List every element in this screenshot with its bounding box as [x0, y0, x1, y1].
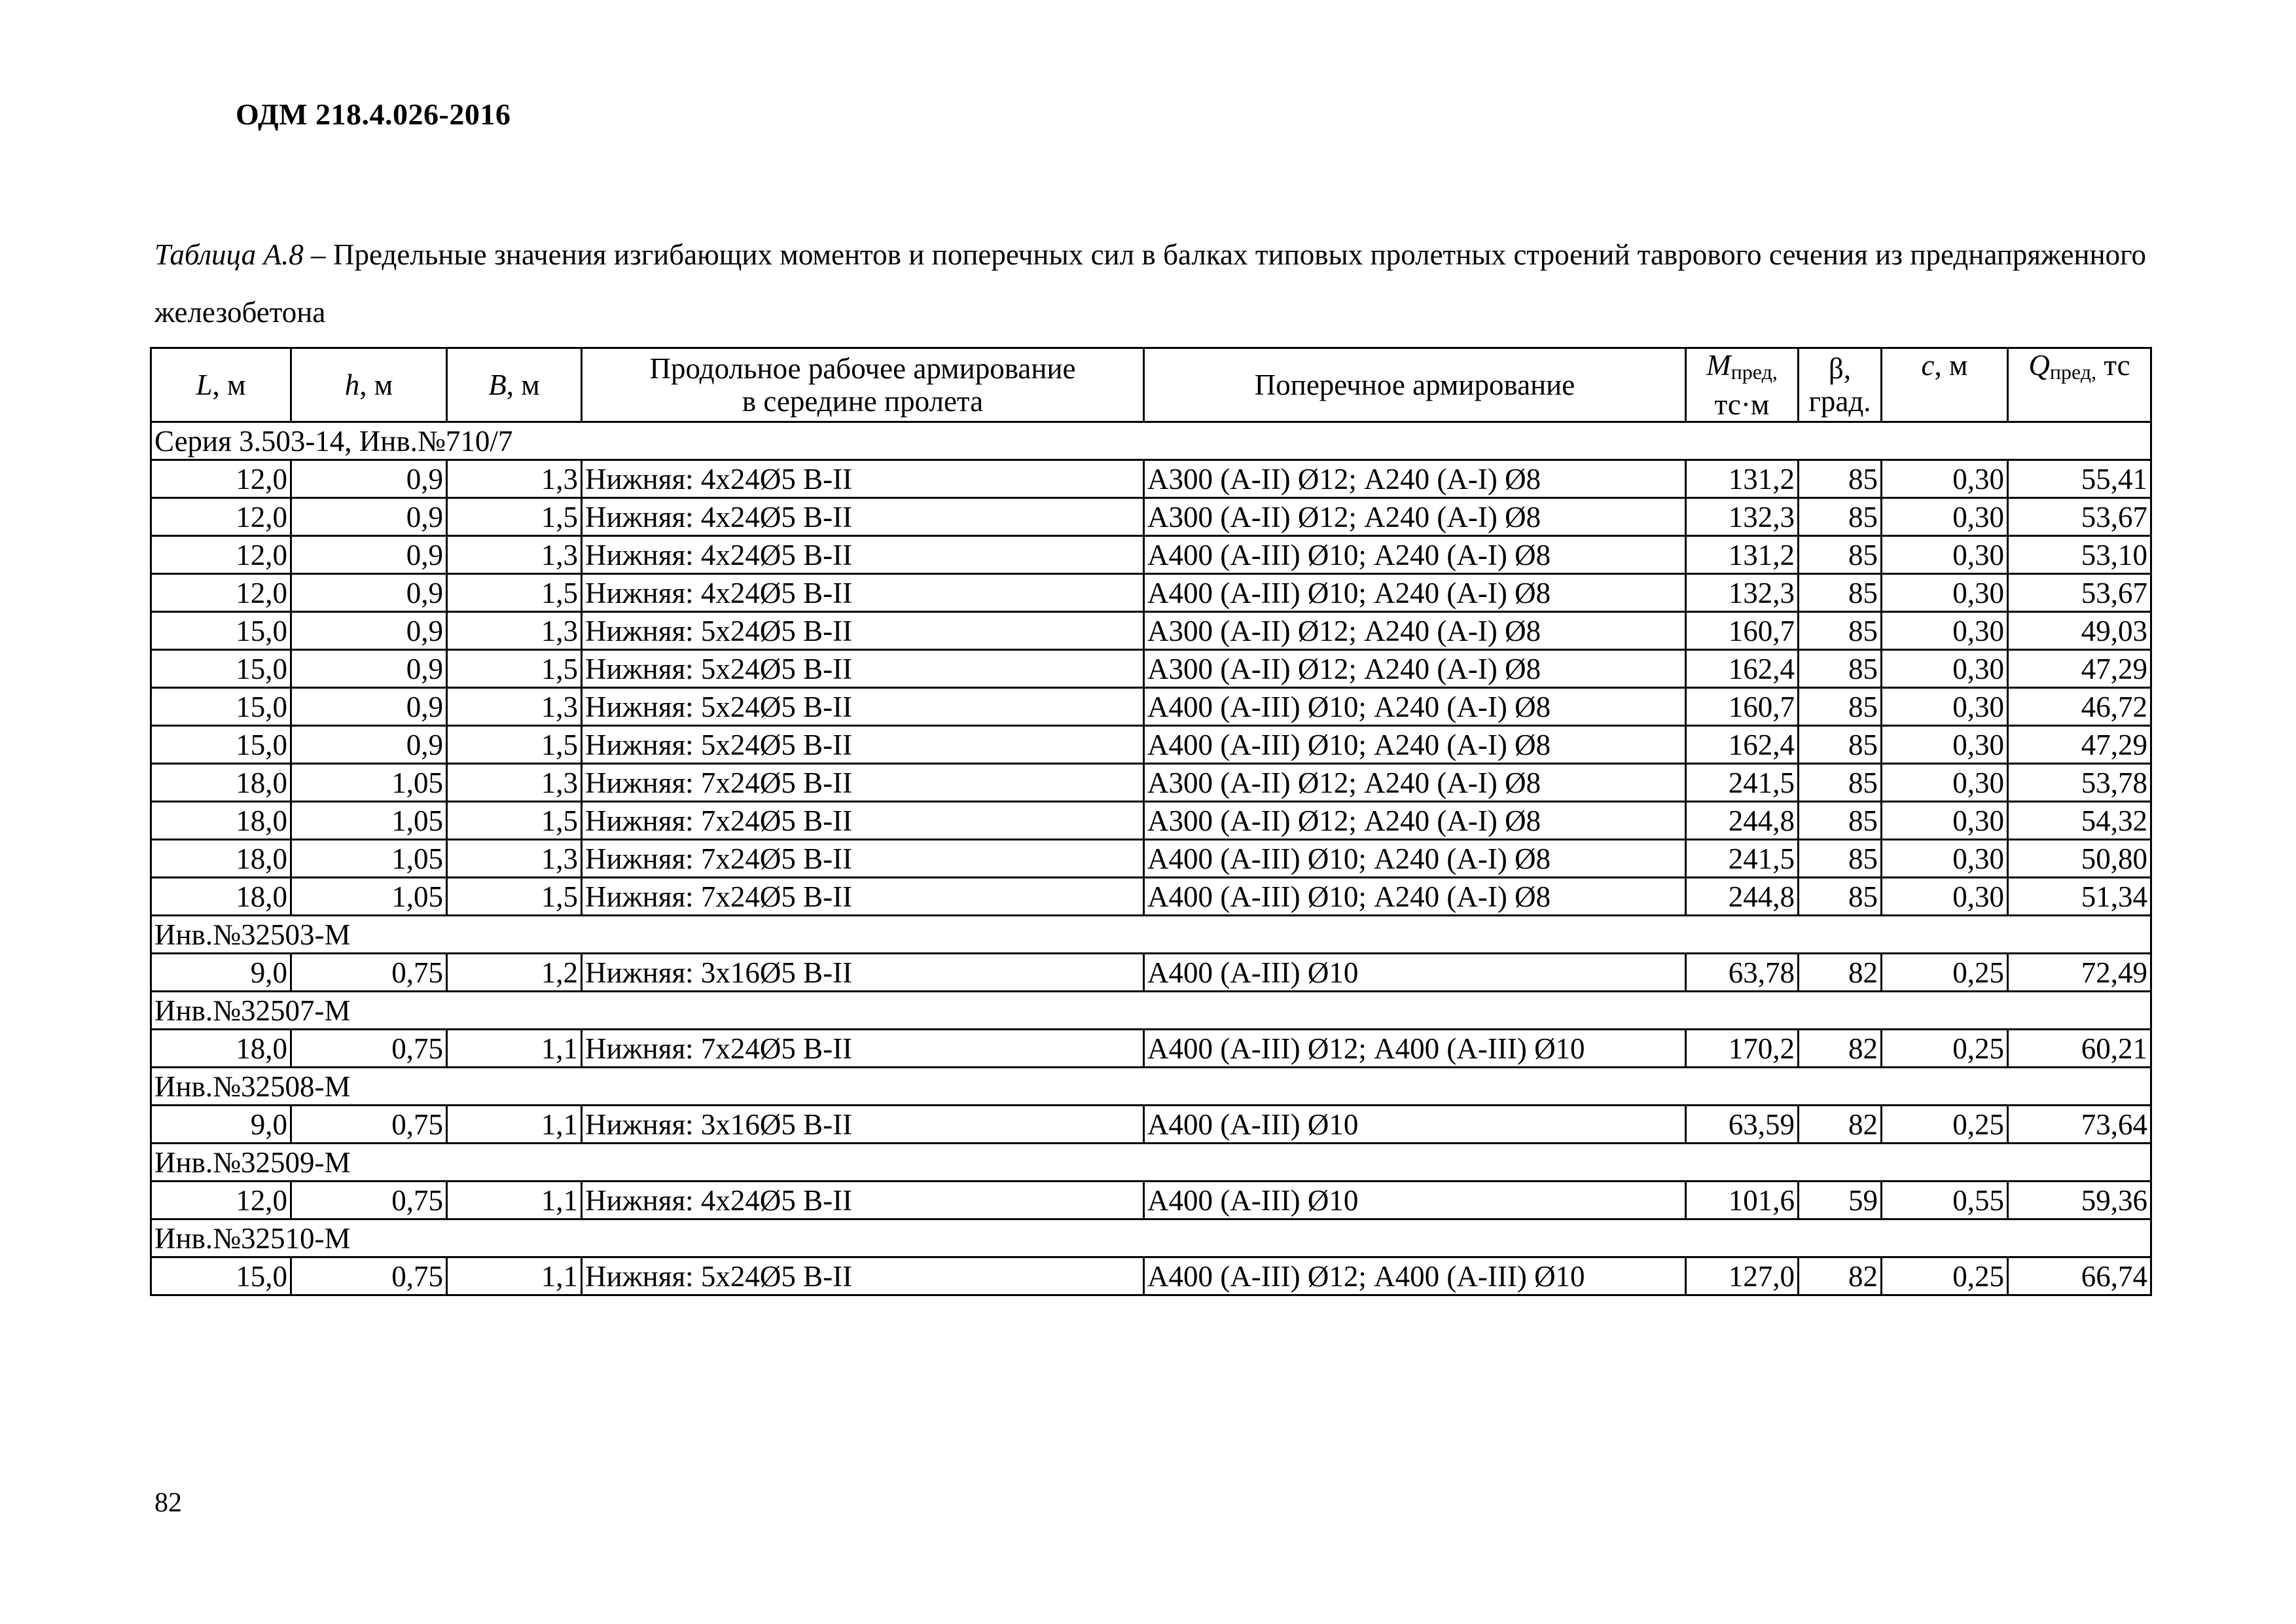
- span-length-cell: 15,0: [151, 612, 291, 650]
- document-code: ОДМ 218.4.026-2016: [236, 98, 511, 131]
- beta-angle-cell: 85: [1799, 840, 1882, 878]
- limit-moment-cell: 132,3: [1686, 574, 1799, 612]
- group-header-row: [151, 1068, 2151, 1106]
- limit-shear-cell: 55,41: [2008, 460, 2151, 498]
- transverse-reinforcement-cell: А400 (А-III) Ø10; А240 (А-I) Ø8: [1144, 726, 1686, 764]
- longitudinal-reinforcement-cell: Нижняя: 4х24Ø5 В-II: [582, 574, 1144, 612]
- span-length-cell: 15,0: [151, 650, 291, 688]
- limit-moment-cell: 244,8: [1686, 878, 1799, 916]
- table-caption-text: – Предельные значения изгибающих моментов и поперечных сил в балках типовых пролетных строений таврового сечения из преднапряженного железобетона: [154, 238, 2147, 329]
- beam-height-cell: 0,75: [291, 1106, 447, 1144]
- limit-moment-cell: 160,7: [1686, 612, 1799, 650]
- beam-height-cell: 0,9: [291, 536, 447, 574]
- longitudinal-reinforcement-cell: Нижняя: 4х24Ø5 В-II: [582, 1182, 1144, 1219]
- beam-width-cell: 1,5: [447, 574, 582, 612]
- limit-shear-cell: 51,34: [2008, 878, 2151, 916]
- limit-shear-cell: 46,72: [2008, 688, 2151, 726]
- beta-angle-cell: 59: [1799, 1182, 1882, 1219]
- column-header-span-length: L, м: [151, 348, 291, 422]
- longitudinal-reinforcement-cell: Нижняя: 5х24Ø5 В-II: [582, 688, 1144, 726]
- table-row: [151, 574, 2151, 612]
- table-row: [151, 1257, 2151, 1295]
- beam-height-cell: 1,05: [291, 840, 447, 878]
- span-length-cell: 18,0: [151, 1030, 291, 1068]
- beta-angle-cell: 85: [1799, 764, 1882, 802]
- beam-height-cell: 0,75: [291, 1257, 447, 1295]
- limit-moment-cell: 162,4: [1686, 726, 1799, 764]
- beam-height-cell: 0,75: [291, 1182, 447, 1219]
- span-length-cell: 12,0: [151, 460, 291, 498]
- beam-width-cell: 1,1: [447, 1106, 582, 1144]
- beta-angle-cell: 82: [1799, 954, 1882, 992]
- longitudinal-reinforcement-cell: Нижняя: 5х24Ø5 В-II: [582, 612, 1144, 650]
- limit-shear-cell: 60,21: [2008, 1030, 2151, 1068]
- longitudinal-reinforcement-cell: Нижняя: 4х24Ø5 В-II: [582, 498, 1144, 536]
- table-header-row: [151, 348, 2151, 422]
- beam-width-cell: 1,3: [447, 536, 582, 574]
- beam-height-cell: 0,9: [291, 650, 447, 688]
- beam-width-cell: 1,5: [447, 498, 582, 536]
- span-length-cell: 12,0: [151, 498, 291, 536]
- limit-shear-cell: 53,10: [2008, 536, 2151, 574]
- limit-moment-cell: 241,5: [1686, 764, 1799, 802]
- column-header-limit-shear: $Q_{пред,}$ тс: [2008, 348, 2151, 422]
- beam-width-cell: 1,5: [447, 878, 582, 916]
- table-row: [151, 726, 2151, 764]
- limit-shear-cell: 73,64: [2008, 1106, 2151, 1144]
- column-header-beam-width: B, м: [447, 348, 582, 422]
- group-title: Инв.№32503-М: [151, 916, 2151, 954]
- longitudinal-reinforcement-cell: Нижняя: 3х16Ø5 В-II: [582, 954, 1144, 992]
- beam-height-cell: 0,9: [291, 574, 447, 612]
- longitudinal-reinforcement-cell: Нижняя: 4х24Ø5 В-II: [582, 460, 1144, 498]
- table-row: [151, 954, 2151, 992]
- longitudinal-reinforcement-cell: Нижняя: 4х24Ø5 В-II: [582, 536, 1144, 574]
- span-length-cell: 18,0: [151, 878, 291, 916]
- group-title: Инв.№32508-М: [151, 1068, 2151, 1106]
- span-length-cell: 15,0: [151, 726, 291, 764]
- limit-shear-cell: 54,32: [2008, 802, 2151, 840]
- limit-shear-cell: 66,74: [2008, 1257, 2151, 1295]
- beam-height-cell: 0,9: [291, 612, 447, 650]
- span-length-cell: 12,0: [151, 574, 291, 612]
- beta-angle-cell: 85: [1799, 498, 1882, 536]
- beam-height-cell: 0,9: [291, 460, 447, 498]
- longitudinal-reinforcement-cell: Нижняя: 7х24Ø5 В-II: [582, 878, 1144, 916]
- beam-width-cell: 1,1: [447, 1030, 582, 1068]
- group-title: Инв.№32510-М: [151, 1219, 2151, 1257]
- transverse-reinforcement-cell: А400 (А-III) Ø10: [1144, 954, 1686, 992]
- span-length-cell: 18,0: [151, 802, 291, 840]
- group-title: Инв.№32507-М: [151, 992, 2151, 1030]
- span-length-cell: 9,0: [151, 1106, 291, 1144]
- column-header-longitudinal-reinforcement: Продольное рабочее армирование в середине пролета: [582, 348, 1144, 422]
- beta-angle-cell: 85: [1799, 802, 1882, 840]
- c-distance-cell: 0,30: [1882, 498, 2008, 536]
- beam-width-cell: 1,5: [447, 802, 582, 840]
- beta-angle-cell: 85: [1799, 612, 1882, 650]
- limit-moment-cell: 160,7: [1686, 688, 1799, 726]
- transverse-reinforcement-cell: А300 (А-II) Ø12; А240 (А-I) Ø8: [1144, 802, 1686, 840]
- transverse-reinforcement-cell: А300 (А-II) Ø12; А240 (А-I) Ø8: [1144, 498, 1686, 536]
- transverse-reinforcement-cell: А400 (А-III) Ø12; А400 (А-III) Ø10: [1144, 1257, 1686, 1295]
- beta-angle-cell: 82: [1799, 1257, 1882, 1295]
- limit-moment-cell: 127,0: [1686, 1257, 1799, 1295]
- transverse-reinforcement-cell: А300 (А-II) Ø12; А240 (А-I) Ø8: [1144, 612, 1686, 650]
- beam-height-cell: 0,9: [291, 726, 447, 764]
- beam-width-cell: 1,1: [447, 1182, 582, 1219]
- beam-width-cell: 1,3: [447, 840, 582, 878]
- span-length-cell: 15,0: [151, 1257, 291, 1295]
- limit-shear-cell: 47,29: [2008, 726, 2151, 764]
- limit-moment-cell: 131,2: [1686, 536, 1799, 574]
- table-row: [151, 650, 2151, 688]
- transverse-reinforcement-cell: А400 (А-III) Ø10: [1144, 1106, 1686, 1144]
- beam-width-cell: 1,3: [447, 612, 582, 650]
- longitudinal-reinforcement-cell: Нижняя: 5х24Ø5 В-II: [582, 1257, 1144, 1295]
- column-header-c-distance: c, м: [1882, 348, 2008, 422]
- table-row: [151, 764, 2151, 802]
- c-distance-cell: 0,30: [1882, 688, 2008, 726]
- limit-moment-cell: 131,2: [1686, 460, 1799, 498]
- longitudinal-reinforcement-cell: Нижняя: 5х24Ø5 В-II: [582, 726, 1144, 764]
- table-row: [151, 1106, 2151, 1144]
- c-distance-cell: 0,25: [1882, 1030, 2008, 1068]
- limit-moment-cell: 170,2: [1686, 1030, 1799, 1068]
- beta-angle-cell: 85: [1799, 878, 1882, 916]
- group-title: Серия 3.503-14, Инв.№710/7: [151, 422, 2151, 460]
- beam-width-cell: 1,3: [447, 688, 582, 726]
- limit-shear-cell: 53,78: [2008, 764, 2151, 802]
- beam-height-cell: 1,05: [291, 764, 447, 802]
- span-length-cell: 18,0: [151, 764, 291, 802]
- transverse-reinforcement-cell: А400 (А-III) Ø10; А240 (А-I) Ø8: [1144, 574, 1686, 612]
- transverse-reinforcement-cell: А400 (А-III) Ø10; А240 (А-I) Ø8: [1144, 878, 1686, 916]
- longitudinal-reinforcement-cell: Нижняя: 3х16Ø5 В-II: [582, 1106, 1144, 1144]
- longitudinal-reinforcement-cell: Нижняя: 7х24Ø5 В-II: [582, 802, 1144, 840]
- limit-shear-cell: 53,67: [2008, 498, 2151, 536]
- column-header-limit-moment: $M_{пред,}$ тс·м: [1686, 348, 1799, 422]
- c-distance-cell: 0,25: [1882, 954, 2008, 992]
- transverse-reinforcement-cell: А300 (А-II) Ø12; А240 (А-I) Ø8: [1144, 764, 1686, 802]
- c-distance-cell: 0,30: [1882, 612, 2008, 650]
- table-row: [151, 840, 2151, 878]
- beta-angle-cell: 85: [1799, 688, 1882, 726]
- transverse-reinforcement-cell: А400 (А-III) Ø10: [1144, 1182, 1686, 1219]
- limit-moment-cell: 241,5: [1686, 840, 1799, 878]
- beam-height-cell: 0,9: [291, 498, 447, 536]
- table-caption: [154, 226, 2146, 341]
- table-row: [151, 460, 2151, 498]
- beam-width-cell: 1,3: [447, 460, 582, 498]
- longitudinal-reinforcement-cell: Нижняя: 7х24Ø5 В-II: [582, 840, 1144, 878]
- longitudinal-reinforcement-cell: Нижняя: 7х24Ø5 В-II: [582, 1030, 1144, 1068]
- table-row: [151, 1182, 2151, 1219]
- beta-angle-cell: 82: [1799, 1106, 1882, 1144]
- c-distance-cell: 0,30: [1882, 878, 2008, 916]
- column-header-transverse-reinforcement: Поперечное армирование: [1144, 348, 1686, 422]
- column-header-beta-angle: β, град.: [1799, 348, 1882, 422]
- beta-angle-cell: 85: [1799, 536, 1882, 574]
- group-title: Инв.№32509-М: [151, 1144, 2151, 1182]
- group-header-row: [151, 916, 2151, 954]
- span-length-cell: 15,0: [151, 688, 291, 726]
- beam-height-cell: 0,9: [291, 688, 447, 726]
- table-row: [151, 536, 2151, 574]
- c-distance-cell: 0,30: [1882, 764, 2008, 802]
- c-distance-cell: 0,30: [1882, 650, 2008, 688]
- c-distance-cell: 0,55: [1882, 1182, 2008, 1219]
- c-distance-cell: 0,30: [1882, 574, 2008, 612]
- beam-height-cell: 0,75: [291, 954, 447, 992]
- c-distance-cell: 0,30: [1882, 536, 2008, 574]
- beam-width-cell: 1,1: [447, 1257, 582, 1295]
- transverse-reinforcement-cell: А300 (А-II) Ø12; А240 (А-I) Ø8: [1144, 460, 1686, 498]
- group-header-row: [151, 992, 2151, 1030]
- group-header-row: [151, 422, 2151, 460]
- transverse-reinforcement-cell: А400 (А-III) Ø10; А240 (А-I) Ø8: [1144, 688, 1686, 726]
- beam-width-cell: 1,5: [447, 650, 582, 688]
- limit-shear-cell: 47,29: [2008, 650, 2151, 688]
- transverse-reinforcement-cell: А400 (А-III) Ø10; А240 (А-I) Ø8: [1144, 536, 1686, 574]
- limit-shear-cell: 50,80: [2008, 840, 2151, 878]
- beta-angle-cell: 82: [1799, 1030, 1882, 1068]
- beam-width-cell: 1,5: [447, 726, 582, 764]
- longitudinal-reinforcement-cell: Нижняя: 7х24Ø5 В-II: [582, 764, 1144, 802]
- table-row: [151, 1030, 2151, 1068]
- limit-moment-cell: 132,3: [1686, 498, 1799, 536]
- limit-shear-cell: 72,49: [2008, 954, 2151, 992]
- column-header-beam-height: h, м: [291, 348, 447, 422]
- span-length-cell: 18,0: [151, 840, 291, 878]
- longitudinal-reinforcement-cell: Нижняя: 5х24Ø5 В-II: [582, 650, 1144, 688]
- c-distance-cell: 0,25: [1882, 1257, 2008, 1295]
- limit-shear-cell: 59,36: [2008, 1182, 2151, 1219]
- page-number: 82: [154, 1488, 182, 1518]
- beta-angle-cell: 85: [1799, 460, 1882, 498]
- c-distance-cell: 0,25: [1882, 1106, 2008, 1144]
- group-header-row: [151, 1219, 2151, 1257]
- limit-values-table: [150, 347, 2152, 1296]
- limit-shear-cell: 49,03: [2008, 612, 2151, 650]
- beam-width-cell: 1,3: [447, 764, 582, 802]
- transverse-reinforcement-cell: А300 (А-II) Ø12; А240 (А-I) Ø8: [1144, 650, 1686, 688]
- table-row: [151, 498, 2151, 536]
- table-row: [151, 878, 2151, 916]
- span-length-cell: 9,0: [151, 954, 291, 992]
- beta-angle-cell: 85: [1799, 574, 1882, 612]
- limit-moment-cell: 63,78: [1686, 954, 1799, 992]
- beam-height-cell: 1,05: [291, 802, 447, 840]
- c-distance-cell: 0,30: [1882, 726, 2008, 764]
- table-header: [151, 348, 2151, 422]
- c-distance-cell: 0,30: [1882, 460, 2008, 498]
- limit-moment-cell: 63,59: [1686, 1106, 1799, 1144]
- c-distance-cell: 0,30: [1882, 802, 2008, 840]
- transverse-reinforcement-cell: А400 (А-III) Ø12; А400 (А-III) Ø10: [1144, 1030, 1686, 1068]
- limit-shear-cell: 53,67: [2008, 574, 2151, 612]
- beta-angle-cell: 85: [1799, 726, 1882, 764]
- span-length-cell: 12,0: [151, 536, 291, 574]
- c-distance-cell: 0,30: [1882, 840, 2008, 878]
- table-row: [151, 688, 2151, 726]
- beam-height-cell: 1,05: [291, 878, 447, 916]
- table-body: [151, 422, 2151, 1295]
- table-row: [151, 612, 2151, 650]
- beam-height-cell: 0,75: [291, 1030, 447, 1068]
- limit-moment-cell: 244,8: [1686, 802, 1799, 840]
- table-caption-label: Таблица А.8: [154, 238, 304, 271]
- transverse-reinforcement-cell: А400 (А-III) Ø10; А240 (А-I) Ø8: [1144, 840, 1686, 878]
- beam-width-cell: 1,2: [447, 954, 582, 992]
- group-header-row: [151, 1144, 2151, 1182]
- beta-angle-cell: 85: [1799, 650, 1882, 688]
- limit-moment-cell: 101,6: [1686, 1182, 1799, 1219]
- table-row: [151, 802, 2151, 840]
- span-length-cell: 12,0: [151, 1182, 291, 1219]
- limit-moment-cell: 162,4: [1686, 650, 1799, 688]
